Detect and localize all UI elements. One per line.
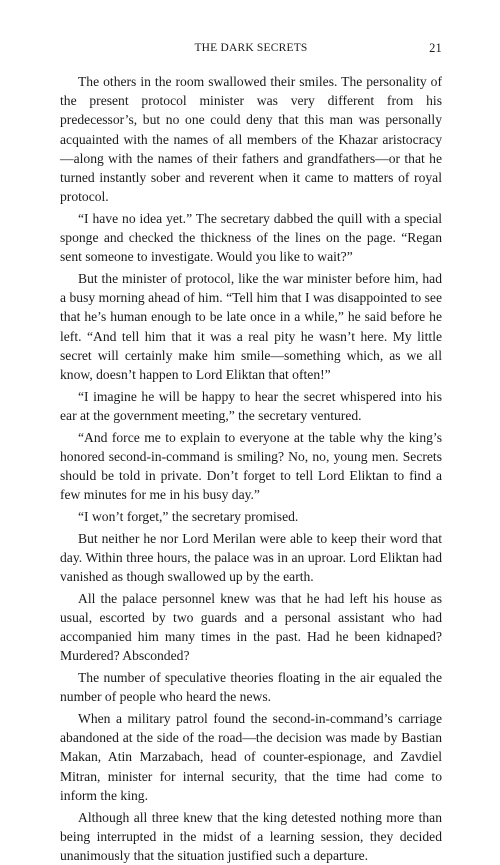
paragraph-2: “I have no idea yet.” The secretary dabbed the quill with a special sponge and checked the thickness of the lines on the page. “Regan sent someone to investigate. Would you like to wait?” [60,210,442,265]
page-number: 21 [429,41,442,55]
paragraph-3: But the minister of protocol, like the war minister before him, had a busy morning ahead of him. “Tell him that I was disappointed to see that he’s human enough to be late once in a while,” he said before he left. “And tell him that it was a real pity he wasn’t here. My little secret will certainly make him smile—something which, as we all know, doesn’t happen to Lord Eliktan that often!” [60,271,442,383]
paragraph-4: “I imagine he will be happy to hear the secret whispered into his ear at the government meeting,” the secretary ventured. [60,388,442,423]
running-title: THE DARK SECRETS [194,42,308,54]
paragraph-5: “And force me to explain to everyone at the table why the king’s honored second-in-command is smiling? No, no, young men. Secrets should be told in private. Don’t forget to tell Lord Eliktan to find a few minutes for me in his busy day.” [60,429,442,503]
paragraph-6: “I won’t forget,” the secretary promised. [78,508,299,524]
paragraph-9: The number of speculative theories floating in the air equaled the number of people who heard the news. [60,670,442,705]
paragraph-11: Although all three knew that the king detested nothing more than being interrupted in the midst of a learning session, they decided unanimously that the situation justified such a departure. [60,809,442,863]
paragraph-10: When a military patrol found the second-in-command’s carriage abandoned at the side of the road—the decision was made by Bastian Makan, Atin Marzabach, head of counter-espionage, and Zavdiel Mitran, minister for internal security, that the time had come to inform the king. [60,711,442,803]
paragraph-1: The others in the room swallowed their smiles. The personality of the present protocol minister was very different from his predecessor’s, but no one could deny that this man was personally acquainted with the names of all members of the Khazar aristocracy—along with the names of their fathers and grandfathers—or that he turned instantly sober and reverent when it came to matters of royal protocol. [60,74,442,205]
paragraph-7: But neither he nor Lord Merilan were able to keep their word that day. Within three hours, the palace was in an uproar. Lord Eliktan had vanished as though swallowed up by the earth. [60,530,442,585]
paragraph-8: All the palace personnel knew was that he had left his house as usual, escorted by two guards and a personal assistant who had accompanied him many times in the past. Had he been kidnaped? Murdered? Absconded? [60,590,442,664]
body-text [60,72,442,865]
running-header [60,40,442,62]
book-page [60,40,442,863]
